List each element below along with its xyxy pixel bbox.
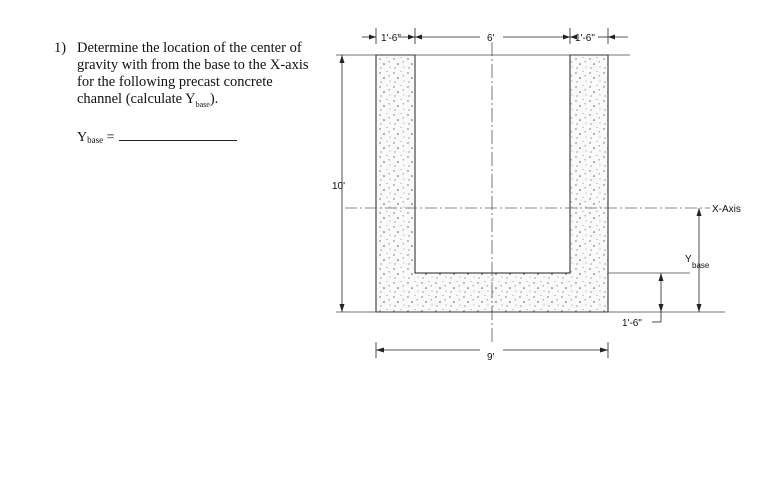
dim-base-thickness: 1'-6": [622, 318, 642, 329]
dim-right-wall: 1'-6": [575, 33, 595, 44]
ybase-label: Y: [685, 254, 692, 265]
problem-text: Determine the location of the center of gravity with from the base to the X-axis for the following precast concrete channel (calculate $Y_{base}$).: [77, 40, 309, 109]
ybase-label-subscript: base: [692, 261, 710, 270]
answer-label: Y: [77, 130, 88, 145]
problem-number: 1): [54, 40, 67, 56]
dim-height: 10': [332, 181, 346, 192]
answer-label-subscript: base: [87, 135, 104, 145]
dim-left-wall: 1'-6": [381, 33, 401, 44]
dim-inner-width: 6': [487, 33, 495, 44]
dim-width: 9': [487, 352, 495, 363]
answer-equals: =: [106, 130, 115, 145]
x-axis-label: X-Axis: [712, 204, 741, 215]
